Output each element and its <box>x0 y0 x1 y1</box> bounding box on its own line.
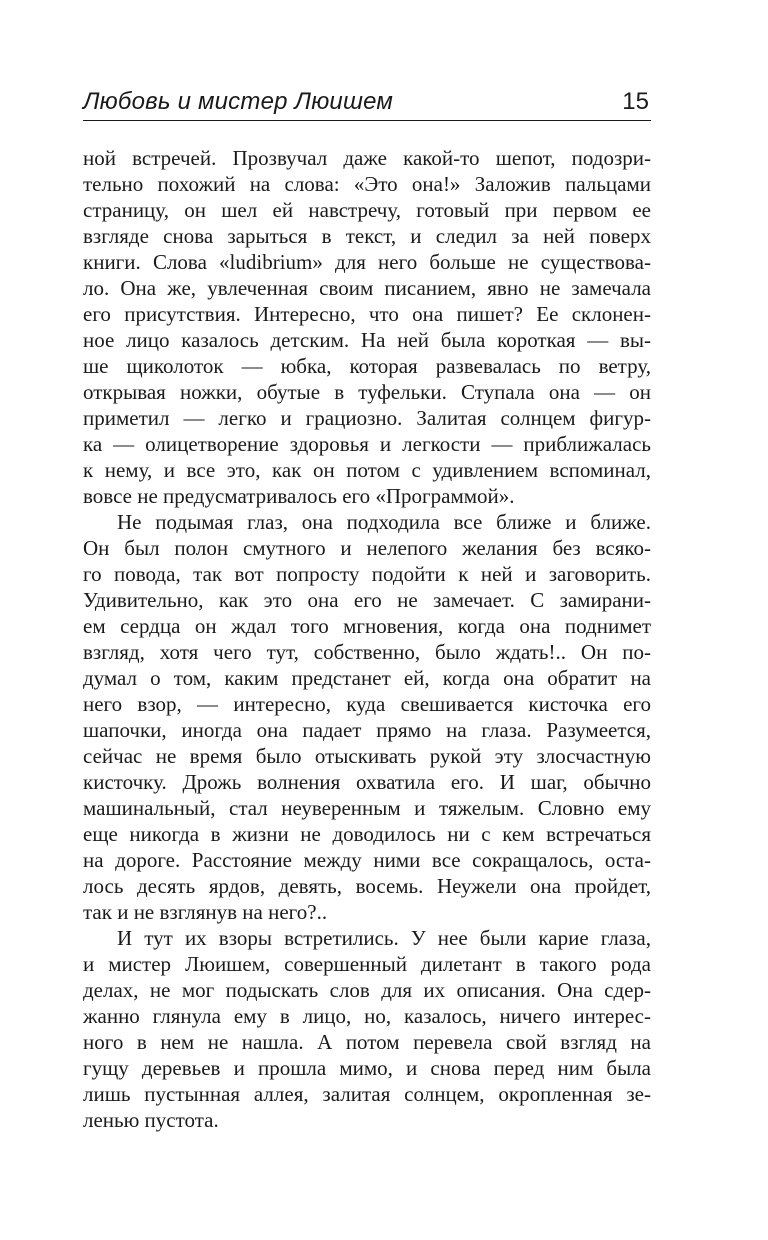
text-line: страницу, он шел ей навстречу, готовый при первом ее <box>83 198 651 222</box>
text-line: ленью пустота. <box>83 1108 219 1132</box>
text-line: ного в нем не нашла. А потом перевела свой взгляд на <box>83 1030 651 1054</box>
paragraph-2 <box>83 509 651 925</box>
text-line: Не подымая глаз, она подходила все ближе и ближе. <box>117 510 651 534</box>
text-line: думал о том, каким предстанет ей, когда она обратит на <box>83 666 651 690</box>
text-line: книги. Слова «ludibrium» для него больше не существова- <box>83 250 651 274</box>
text-line: Удивительно, как это она его не замечает. С замирани- <box>83 588 651 612</box>
text-line: так и не взглянув на него?.. <box>83 900 328 924</box>
text-line: него взор, — интересно, куда свешивается кисточка его <box>83 692 651 716</box>
text-line: приметил — легко и грациозно. Залитая солнцем фигур- <box>83 406 651 430</box>
text-line: лось десять ярдов, девять, восемь. Неужели она пройдет, <box>83 874 651 898</box>
text-line: ка — олицетворение здоровья и легкости — приближалась <box>83 432 651 456</box>
paragraph-3 <box>83 925 651 1133</box>
text-line: открывая ножки, обутые в туфельки. Ступала она — он <box>83 380 651 404</box>
body-text <box>83 145 651 1133</box>
text-line: ло. Она же, увлеченная своим писанием, явно не замечала <box>83 276 651 300</box>
text-line: ше щиколоток — юбка, которая развевалась по ветру, <box>83 354 651 378</box>
text-line: машинальный, стал неуверенным и тяжелым. Словно ему <box>83 796 651 820</box>
text-line: И тут их взоры встретились. У нее были карие глаза, <box>117 926 651 950</box>
text-line: лишь пустынная аллея, залитая солнцем, окропленная зе- <box>83 1082 651 1106</box>
header-rule <box>83 120 651 121</box>
text-line: тельно похожий на слова: «Это она!» Заложив пальцами <box>83 172 651 196</box>
paragraph-1 <box>83 145 651 509</box>
text-line: гущу деревьев и прошла мимо, и снова перед ним была <box>83 1056 651 1080</box>
text-line: на дороге. Расстояние между ними все сокращалось, оста- <box>83 848 651 872</box>
text-line: Он был полон смутного и нелепого желания без всяко- <box>83 536 651 560</box>
text-line: сейчас не время было отыскивать рукой эту злосчастную <box>83 744 651 768</box>
text-line: шапочки, иногда она падает прямо на глаза. Разумеется, <box>83 718 651 742</box>
text-line: еще никогда в жизни не доводилось ни с кем встречаться <box>83 822 651 846</box>
text-line: ной встречей. Прозвучал даже какой-то шепот, подозри- <box>83 146 651 170</box>
text-line: го повода, так вот попросту подойти к ней и заговорить. <box>83 562 651 586</box>
running-title: Любовь и мистер Люишем <box>83 88 394 115</box>
text-line: вовсе не предусматривалось его «Программой». <box>83 484 515 508</box>
text-line: взгляд, хотя чего тут, собственно, было ждать!.. Он по- <box>83 640 651 664</box>
text-line: к нему, и все это, как он потом с удивлением вспоминал, <box>83 458 651 482</box>
text-line: кисточку. Дрожь волнения охватила его. И шаг, обычно <box>83 770 651 794</box>
text-line: взгляде снова зарыться в текст, и следил за ней поверх <box>83 224 651 248</box>
text-line: ем сердца он ждал того мгновения, когда она поднимет <box>83 614 651 638</box>
text-line: делах, не мог подыскать слов для их описания. Она сдер- <box>83 978 651 1002</box>
text-line: его присутствия. Интересно, что она пишет? Ее склонен- <box>83 302 651 326</box>
page-number: 15 <box>622 88 649 115</box>
text-line: ное лицо казалось детским. На ней была короткая — вы- <box>83 328 651 352</box>
text-line: жанно глянула ему в лицо, но, казалось, ничего интерес- <box>83 1004 651 1028</box>
text-line: и мистер Люишем, совершенный дилетант в такого рода <box>83 952 651 976</box>
running-header <box>83 86 651 122</box>
